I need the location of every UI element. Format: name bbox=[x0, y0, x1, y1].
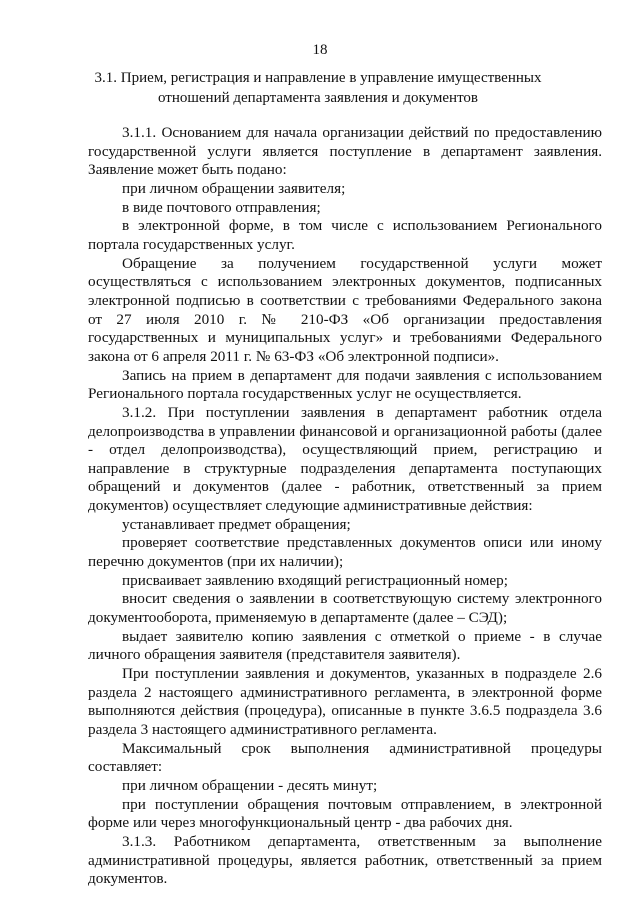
paragraph: Обращение за получением государственной услуги может осуществляться с использованием электронных документов, подписанных электронной подписью в соответствии с требованиями Федерального закона от 27 июля 2010 г. № 210-ФЗ «Об организации предоставления государственных и муниципальных услуг» и требованиями Федерального закона от 6 апреля 2011 г. № 63-ФЗ «Об электронной подписи». bbox=[88, 254, 602, 365]
list-item: при поступлении обращения почтовым отправлением, в электронной форме или через многофункциональный центр - два рабочих дня. bbox=[88, 795, 602, 832]
paragraph-3-1-1: 3.1.1. Основанием для начала организации действий по предоставлению государственной услуги является поступление в департамент заявления. Заявление может быть подано: bbox=[88, 124, 602, 179]
document-body bbox=[88, 124, 602, 889]
list-item: при личном обращении - десять минут; bbox=[122, 776, 378, 794]
list-item: в виде почтового отправления; bbox=[122, 198, 321, 216]
paragraph: Максимальный срок выполнения административной процедуры составляет: bbox=[88, 739, 602, 776]
list-item: в электронной форме, в том числе с использованием Регионального портала государственных услуг. bbox=[88, 217, 602, 253]
list-item: выдает заявителю копию заявления с отметкой о приеме - в случае личного обращения заявителя (представителя заявителя). bbox=[88, 627, 602, 664]
list-item: присваивает заявлению входящий регистрационный номер; bbox=[122, 571, 508, 589]
paragraph: Запись на прием в департамент для подачи заявления с использованием Регионального портала государственных услуг не осуществляется. bbox=[88, 366, 602, 403]
paragraph: При поступлении заявления и документов, указанных в подразделе 2.6 раздела 2 настоящего административного регламента, в электронной форме выполняются действия (процедура), описанные в пункте 3.6.5 подраздела 3.6 раздела 3 настоящего административного регламента. bbox=[88, 665, 602, 738]
list-item: устанавливает предмет обращения; bbox=[122, 515, 351, 533]
paragraph-3-1-2: 3.1.2. При поступлении заявления в департамент работник отдела делопроизводства в управлении финансовой и организационной работы (далее - отдел делопроизводства), осуществляющий прием, регистрацию и направление в структурные подразделения департамента поступающих обращений и документов (далее - работник, ответственный за прием документов) осуществляет следующие административные действия: bbox=[88, 403, 602, 515]
list-item: проверяет соответствие представленных документов описи или иному перечню документов (при их наличии); bbox=[88, 534, 602, 571]
list-item: вносит сведения о заявлении в соответствующую систему электронного документооборота, применяемую в департаменте (далее – СЭД); bbox=[88, 590, 602, 627]
section-heading: 3.1. Прием, регистрация и направление в управление имущественных отношений департамента заявления и документов bbox=[94, 70, 542, 106]
paragraph-3-1-3: 3.1.3. Работником департамента, ответственным за выполнение административной процедуры, является работник, ответственный за прием документов. bbox=[88, 832, 602, 888]
page-number: 18 bbox=[312, 42, 328, 58]
list-item: при личном обращении заявителя; bbox=[122, 179, 346, 197]
